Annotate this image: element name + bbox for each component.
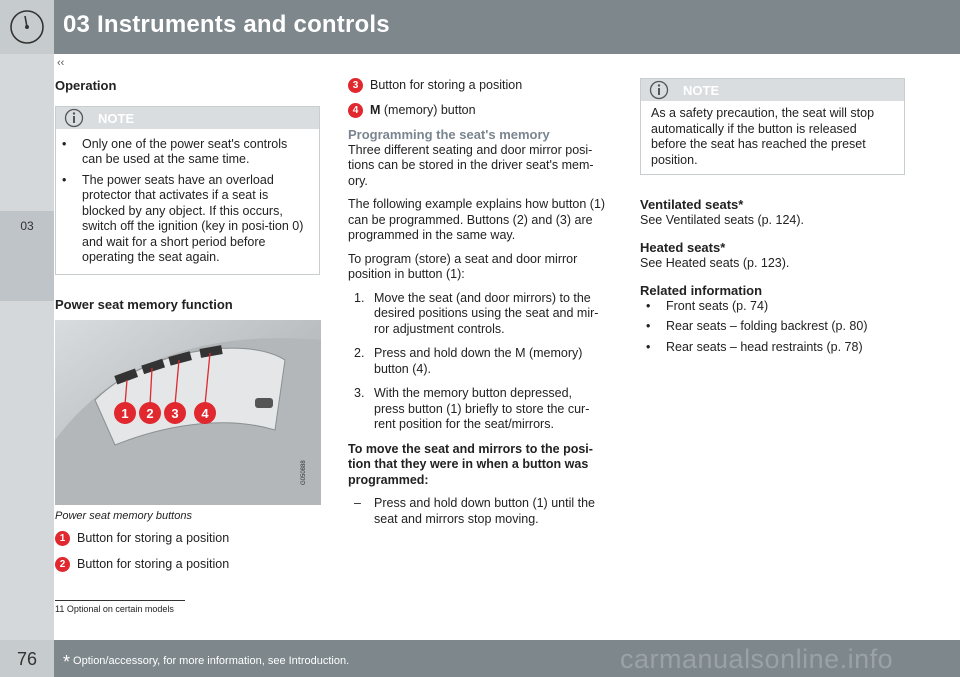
related-heading: Related information bbox=[640, 283, 763, 298]
callout-1: 1 Button for storing a position bbox=[55, 531, 320, 547]
callout-4: 4 M (memory) button bbox=[348, 103, 606, 119]
paragraph: The following example explains how button (1) can be programmed. Buttons (2) and (3) are programmed in the same way. bbox=[348, 197, 606, 242]
related-link[interactable]: • Rear seats – head restraints (p. 78) bbox=[640, 340, 905, 356]
info-icon bbox=[649, 80, 669, 100]
cross-reference[interactable]: See Ventilated seats (p. 124). bbox=[640, 212, 804, 227]
note-text: As a safety precaution, the seat will stop automatically if the button is released before the seat has reached the preset position. bbox=[651, 106, 875, 167]
list-item: 3. With the memory button depressed, press button (1) briefly to store the cur-rent position for the seat/mirrors. bbox=[354, 386, 590, 431]
seat-buttons-image bbox=[55, 320, 321, 505]
bold-paragraph: To move the seat and mirrors to the posi-tion that they were in when a button was programmed: bbox=[348, 441, 593, 487]
page-header bbox=[0, 0, 960, 54]
watermark: carmanualsonline.info bbox=[620, 644, 894, 674]
cross-reference[interactable]: See Heated seats (p. 123). bbox=[640, 255, 790, 270]
callout-badge: 3 bbox=[348, 78, 363, 93]
page-number: 76 bbox=[16, 649, 38, 669]
related-list bbox=[640, 299, 905, 356]
figure-label-4: 4 bbox=[201, 406, 209, 421]
note-box bbox=[55, 106, 320, 275]
ventilated-heading: Ventilated seats* bbox=[640, 197, 744, 212]
callout-2: 2 Button for storing a position bbox=[55, 557, 320, 573]
figure-label-2: 2 bbox=[146, 406, 154, 421]
list-item: – Press and hold down button (1) until the seat and mirrors stop moving. bbox=[354, 496, 595, 526]
note-list bbox=[56, 137, 309, 266]
heated-heading: Heated seats* bbox=[640, 240, 726, 255]
programming-heading: Programming the seat's memory bbox=[348, 127, 550, 142]
column-1 bbox=[55, 78, 320, 573]
note-title: NOTE bbox=[98, 110, 135, 126]
page-number-box bbox=[0, 640, 54, 677]
paragraph: Three different seating and door mirror posi-tions can be stored in the driver seat's mem-ory. bbox=[348, 142, 594, 188]
footnote-rule bbox=[55, 600, 185, 601]
note-box-2 bbox=[640, 78, 905, 175]
gauge-icon bbox=[0, 0, 54, 54]
figure-label-3: 3 bbox=[171, 406, 179, 421]
column-3 bbox=[640, 78, 905, 360]
callout-badge: 2 bbox=[55, 557, 70, 572]
figure-heading: Power seat memory function bbox=[55, 296, 233, 312]
sidebar bbox=[0, 54, 54, 640]
figure-caption: Power seat memory buttons bbox=[55, 510, 192, 522]
footer-note: * Option/accessory, for more information, see Introduction. bbox=[63, 652, 350, 672]
back-nav-icon[interactable]: ‹‹ bbox=[57, 57, 65, 69]
asterisk: * bbox=[63, 652, 71, 672]
paragraph: To program (store) a seat and door mirror position in button (1): bbox=[348, 251, 578, 281]
column-2 bbox=[348, 78, 606, 536]
list-item: 1. Move the seat (and door mirrors) to the desired positions using the seat and mir-ror adjustment controls. bbox=[354, 290, 599, 336]
note-header bbox=[56, 107, 319, 129]
footnote: 11 Optional on certain models bbox=[55, 604, 174, 614]
related-link[interactable]: • Front seats (p. 74) bbox=[640, 299, 905, 315]
operation-heading: Operation bbox=[55, 78, 117, 93]
related-link[interactable]: • Rear seats – folding backrest (p. 80) bbox=[640, 319, 905, 335]
chapter-tab[interactable] bbox=[0, 211, 54, 301]
list-item: • The power seats have an overload protector that activates if a seat is blocked by any object. If this occurs, switch off the ignition (key in posi-tion 0) and wait for a short period before operating the seat again. bbox=[56, 173, 309, 266]
callout-3: 3 Button for storing a position bbox=[348, 78, 606, 94]
list-item: 2. Press and hold down the M (memory) button (4). bbox=[354, 346, 583, 376]
list-item: • Only one of the power seat's controls can be used at the same time. bbox=[56, 137, 309, 168]
callout-badge: 1 bbox=[55, 531, 70, 546]
dash-list bbox=[348, 496, 606, 527]
steps-list bbox=[348, 291, 606, 433]
chapter-title: 03 Instruments and controls bbox=[63, 11, 390, 38]
figure-code: G050888 bbox=[301, 460, 307, 485]
callout-badge: 4 bbox=[348, 103, 363, 118]
info-icon bbox=[64, 108, 84, 128]
note-title: NOTE bbox=[683, 83, 720, 98]
figure-label-1: 1 bbox=[121, 406, 129, 421]
chapter-number: 03 bbox=[20, 219, 34, 233]
note-header bbox=[641, 79, 904, 101]
